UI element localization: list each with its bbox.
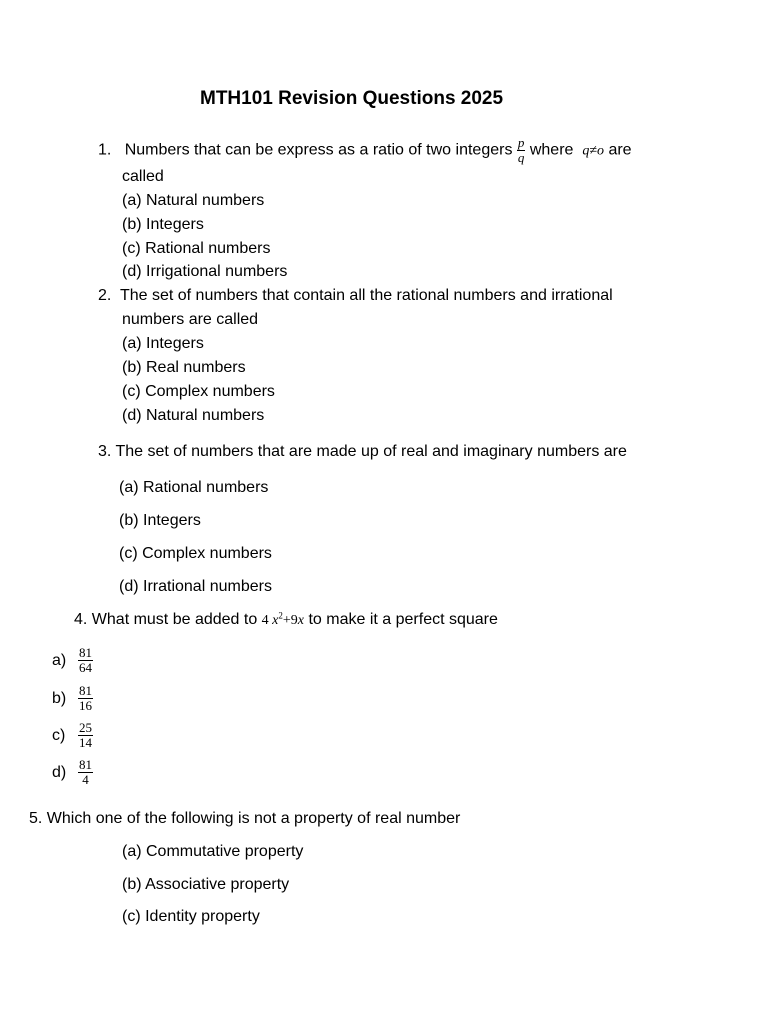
question-5-option-c: (c) Identity property — [122, 908, 260, 925]
question-1-option-b: (b) Integers — [122, 216, 204, 233]
question-4-text-after: to make it a perfect square — [308, 611, 498, 628]
question-1-continuation: called — [122, 168, 164, 185]
question-3-option-a: (a) Rational numbers — [119, 479, 269, 496]
option-fraction — [78, 646, 93, 675]
question-2-number: 2. — [98, 287, 112, 304]
question-1-option-a: (a) Natural numbers — [122, 192, 265, 209]
fraction-denominator: 14 — [79, 735, 92, 750]
question-2-option-b: (b) Real numbers — [122, 359, 246, 376]
fraction-denominator: q — [517, 150, 525, 165]
question-4-expression — [261, 610, 305, 628]
fraction-denominator: 16 — [79, 698, 92, 713]
question-2-option-d: (d) Natural numbers — [122, 407, 265, 424]
question-1-option-c: (c) Rational numbers — [122, 240, 271, 257]
question-5: 5. Which one of the following is not a property of real number — [29, 810, 461, 827]
option-label: b) — [52, 689, 67, 707]
question-1 — [98, 136, 632, 165]
fraction-denominator: 64 — [79, 660, 92, 675]
question-3-option-c: (c) Complex numbers — [119, 545, 272, 562]
page-title: MTH101 Revision Questions 2025 — [200, 88, 504, 109]
fraction-numerator: 81 — [79, 683, 92, 698]
question-5-option-b: (b) Associative property — [122, 876, 290, 893]
option-label: a) — [52, 651, 67, 669]
expression-exponent: 2 — [278, 610, 283, 621]
question-4-option-c — [52, 721, 93, 750]
expression-variable: x — [272, 613, 279, 628]
option-fraction — [78, 721, 93, 750]
question-1-where: where — [529, 141, 574, 159]
fraction-numerator: 81 — [79, 645, 92, 660]
fraction-denominator: 4 — [82, 772, 89, 787]
question-2-continuation: numbers are called — [122, 311, 259, 328]
question-5-option-a: (a) Commutative property — [122, 843, 304, 860]
question-1-condition: q≠o — [582, 143, 604, 159]
question-2-option-c: (c) Complex numbers — [122, 383, 275, 400]
fraction-numerator: p — [517, 135, 525, 150]
fraction-p-over-q — [517, 136, 526, 165]
expression-variable-2: x — [297, 613, 305, 628]
question-2 — [98, 286, 613, 306]
question-3: 3. The set of numbers that are made up of real and imaginary numbers are — [98, 443, 627, 460]
question-3-option-b: (b) Integers — [119, 512, 201, 529]
question-1-text: Numbers that can be express as a ratio of two integers — [124, 141, 513, 159]
option-label: c) — [52, 726, 66, 744]
option-label: d) — [52, 763, 67, 781]
fraction-numerator: 81 — [79, 757, 92, 772]
fraction-numerator: 25 — [79, 720, 92, 735]
question-1-option-d: (d) Irrigational numbers — [122, 263, 288, 280]
question-4-text: 4. What must be added to — [74, 611, 258, 628]
question-2-option-a: (a) Integers — [122, 335, 204, 352]
question-1-number: 1. — [98, 141, 112, 159]
question-3-option-d: (d) Irrational numbers — [119, 578, 272, 595]
expression-rest: +9 — [282, 613, 298, 628]
question-4-option-a — [52, 646, 93, 675]
question-4-option-d — [52, 758, 93, 787]
question-4-option-b — [52, 684, 93, 713]
question-1-are: are — [608, 141, 632, 159]
option-fraction — [78, 758, 93, 787]
question-4 — [74, 610, 498, 631]
expression-coefficient: 4 — [261, 613, 269, 628]
option-fraction — [78, 684, 93, 713]
question-2-text: The set of numbers that contain all the rational numbers and irrational — [119, 287, 613, 304]
